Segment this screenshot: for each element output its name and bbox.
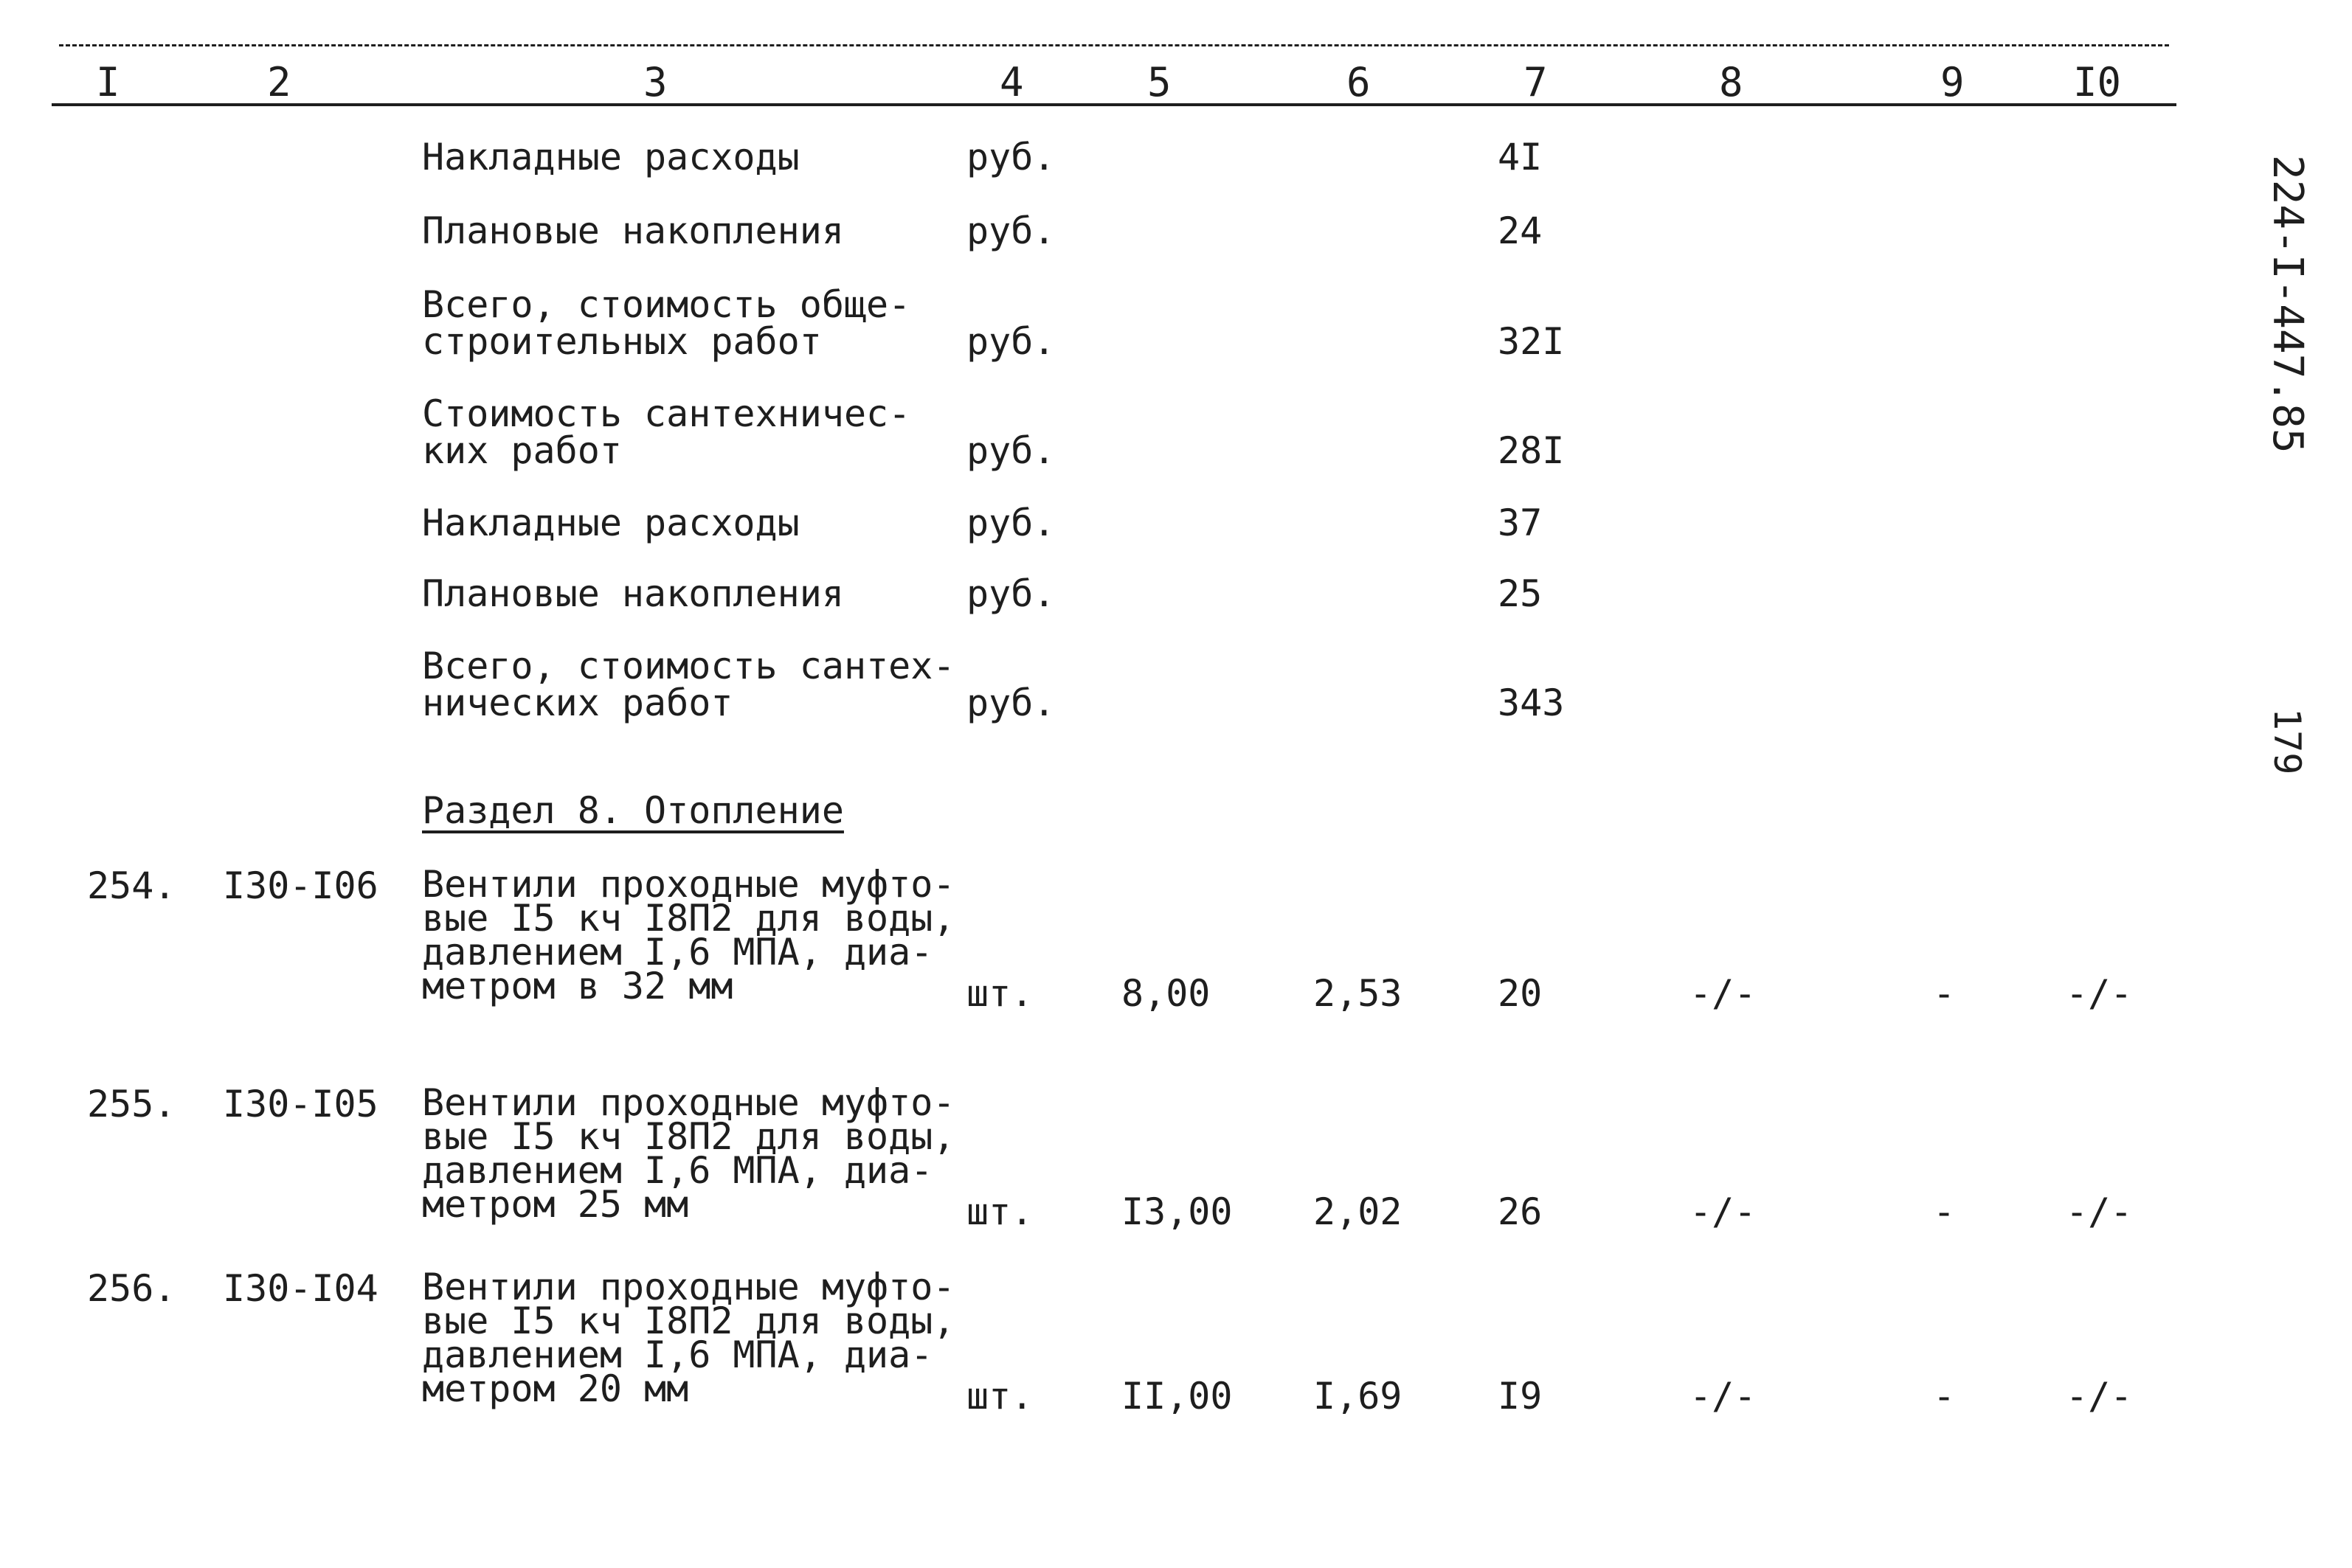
summary-value: 25	[1498, 572, 1543, 615]
item-code: I30-I06	[223, 864, 378, 907]
summary-unit: руб.	[966, 209, 1056, 252]
summary-value: 28I	[1498, 429, 1565, 472]
item-col5: 8,00	[1121, 972, 1211, 1015]
item-col7: 20	[1498, 972, 1543, 1015]
col-header-8: 8	[1719, 59, 1743, 105]
summary-unit: руб.	[966, 136, 1056, 178]
col-header-2: 2	[267, 59, 291, 105]
page-number: 179	[2266, 708, 2308, 775]
col-header-6: 6	[1346, 59, 1371, 105]
col-header-3: 3	[643, 59, 668, 105]
item-code: I30-I04	[223, 1267, 378, 1310]
document-code: 224-I-447.85	[2263, 155, 2311, 454]
item-col10: -/-	[2066, 1190, 2133, 1233]
summary-unit: руб.	[966, 502, 1056, 544]
summary-unit: руб.	[966, 320, 1056, 363]
item-col6: 2,02	[1313, 1190, 1402, 1233]
top-rule	[59, 44, 2169, 46]
item-col5: I3,00	[1121, 1190, 1233, 1233]
col-header-10: I0	[2073, 59, 2122, 105]
col-header-4: 4	[1000, 59, 1024, 105]
summary-value: 24	[1498, 209, 1543, 252]
item-unit: шт.	[966, 972, 1034, 1015]
col-header-7: 7	[1523, 59, 1548, 105]
item-col8: -/-	[1689, 1190, 1757, 1233]
item-number: 255.	[87, 1083, 176, 1125]
summary-desc: Накладные расходы	[422, 502, 800, 544]
col-header-5: 5	[1147, 59, 1172, 105]
item-col6: I,69	[1313, 1375, 1402, 1418]
item-description: Вентили проходные муфто- вые I5 кч I8П2 для воды, давлением I,6 МПА, диа- метром в 32 мм	[422, 863, 955, 1007]
item-col10: -/-	[2066, 1375, 2133, 1418]
item-number: 254.	[87, 864, 176, 907]
summary-desc: Всего, стоимость обще- строительных работ	[422, 283, 911, 363]
summary-desc: Стоимость сантехничес- ких работ	[422, 392, 911, 472]
item-unit: шт.	[966, 1375, 1034, 1418]
item-col10: -/-	[2066, 972, 2133, 1015]
col-header-1: I	[96, 59, 120, 105]
summary-unit: руб.	[966, 572, 1056, 615]
item-col9: -	[1933, 1375, 1956, 1418]
summary-desc: Накладные расходы	[422, 136, 800, 178]
item-col7: I9	[1498, 1375, 1543, 1418]
summary-desc: Всего, стоимость сантех- нических работ	[422, 645, 955, 724]
col-header-9: 9	[1940, 59, 1965, 105]
item-code: I30-I05	[223, 1083, 378, 1125]
header-rule	[52, 103, 2176, 106]
summary-desc: Плановые накопления	[422, 209, 844, 252]
item-description: Вентили проходные муфто- вые I5 кч I8П2 для воды, давлением I,6 МПА, диа- метром 25 мм	[422, 1081, 955, 1226]
section-title: Раздел 8. Отопление	[422, 789, 844, 832]
summary-value: 37	[1498, 502, 1543, 544]
item-col9: -	[1933, 972, 1956, 1015]
item-col8: -/-	[1689, 972, 1757, 1015]
item-col5: II,00	[1121, 1375, 1233, 1418]
item-col7: 26	[1498, 1190, 1543, 1233]
summary-unit: руб.	[966, 681, 1056, 724]
summary-value: 343	[1498, 681, 1565, 724]
item-unit: шт.	[966, 1190, 1034, 1233]
summary-unit: руб.	[966, 429, 1056, 472]
item-number: 256.	[87, 1267, 176, 1310]
item-description: Вентили проходные муфто- вые I5 кч I8П2 для воды, давлением I,6 МПА, диа- метром 20 мм	[422, 1266, 955, 1410]
summary-value: 32I	[1498, 320, 1565, 363]
summary-desc: Плановые накопления	[422, 572, 844, 615]
item-col6: 2,53	[1313, 972, 1402, 1015]
item-col8: -/-	[1689, 1375, 1757, 1418]
summary-value: 4I	[1498, 136, 1543, 178]
item-col9: -	[1933, 1190, 1956, 1233]
